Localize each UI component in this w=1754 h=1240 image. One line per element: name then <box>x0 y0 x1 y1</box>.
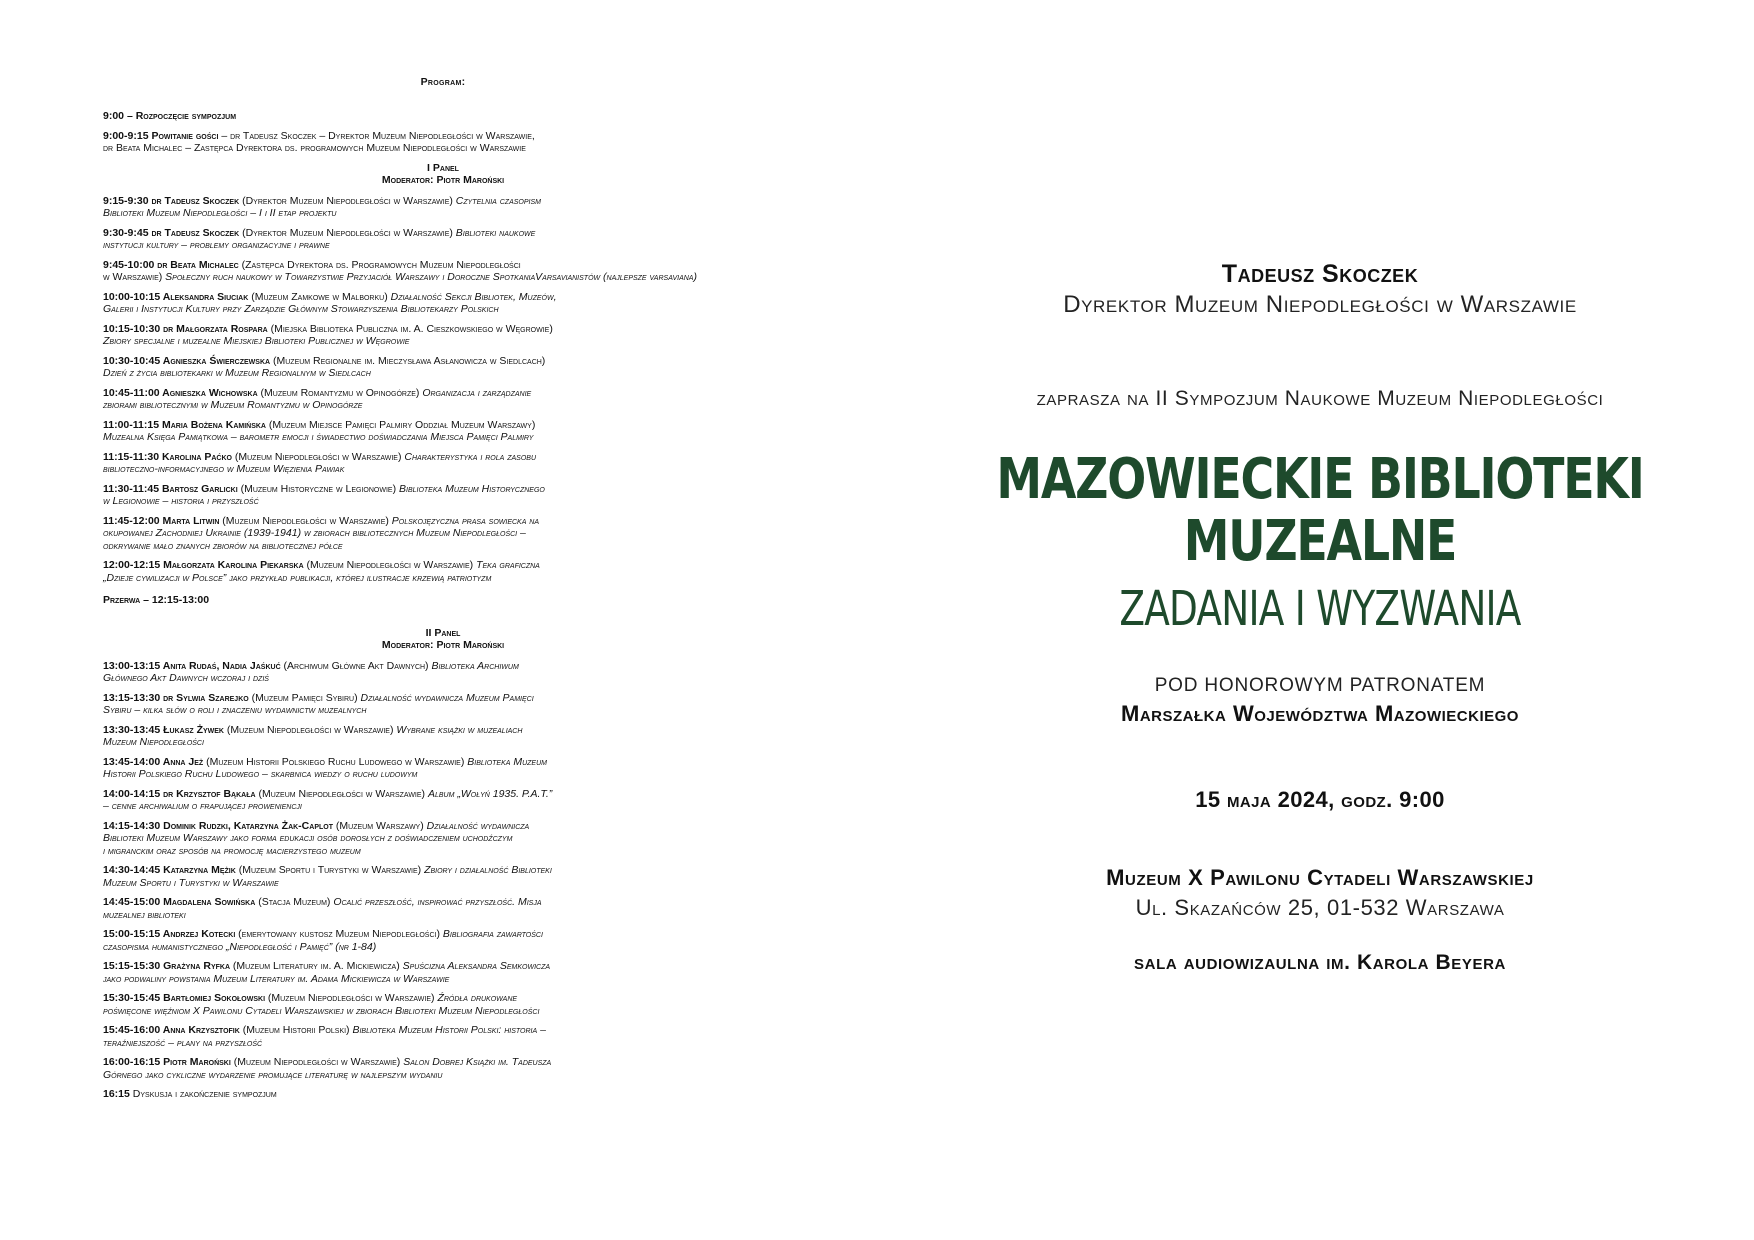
program-item <box>103 864 783 889</box>
host-role: Dyrektor Muzeum Niepodległości w Warszawie <box>1063 291 1577 318</box>
item-title: Spuścizna Aleksandra Semkowicza <box>402 960 551 972</box>
panel-2-list <box>103 660 783 1082</box>
item-institution: (Muzeum Niepodległości w Warszawie) <box>231 450 405 463</box>
item-speaker: 15:45-16:00 Anna Krzysztofik <box>103 1024 240 1036</box>
item-speaker: 9:30-9:45 dr Tadeusz Skoczek <box>103 226 240 239</box>
invitation-page <box>900 260 1740 975</box>
item-institution-cont: w Warszawie) <box>103 271 166 283</box>
program-item <box>103 1024 783 1049</box>
item-title-cont: czasopisma humanistycznego „Niepodległość i Pamięć” (nr 1-84) <box>103 940 377 953</box>
item-title-cont: Muzeum Sportu i Turystyki w Warszawie <box>103 876 279 889</box>
program-item <box>103 259 783 284</box>
welcome-text-1: – dr Tadeusz Skoczek – Dyrektor Muzeum Niepodległości w Warszawie, <box>218 129 535 142</box>
item-title: Wybrane książki w muzealiach <box>396 723 523 736</box>
program-item <box>103 291 783 316</box>
item-title-cont: Varsavianistów (najlepsze varsaviana) <box>535 271 697 283</box>
panel-2-moderator: Moderator: Piotr Maroński <box>381 639 505 651</box>
item-institution: (Miejska Biblioteka Publiczna im. A. Cieszkowskiego w Węgrowie) <box>267 322 553 335</box>
program-item <box>103 928 783 953</box>
item-title-cont: Biblioteki Muzeum Warszawy jako forma edukacji osób dorosłych z doświadczeniem uchodźczym <box>103 832 513 844</box>
item-title-cont: Górnego jako cykliczne wydarzenie promujące literaturę w najlepszym wydaniu <box>103 1068 443 1081</box>
item-speaker: 15:00-15:15 Andrzej Kotecki <box>103 928 236 940</box>
item-title: Działalność Sekcji Bibliotek, Muzeów, <box>390 290 557 303</box>
patron-name: Marszałka Województwa Mazowieckiego <box>1121 701 1519 726</box>
item-title: Zbiory i działalność Biblioteki <box>424 864 552 876</box>
program-item <box>103 692 783 717</box>
host-name: Tadeusz Skoczek <box>1221 260 1419 288</box>
item-speaker: 13:30-13:45 Łukasz Żywek <box>103 723 224 736</box>
event-subtitle: ZADANIA I WYZWANIA <box>1119 581 1521 637</box>
item-title: Źródła drukowane <box>437 992 518 1004</box>
item-institution: (Muzeum Niepodległości w Warszawie) <box>230 1056 404 1068</box>
program-item <box>103 896 783 921</box>
item-title: Bibliografia zawartości <box>442 928 543 940</box>
event-venue: Muzeum X Pawilonu Cytadeli Warszawskiej <box>1106 865 1534 890</box>
program-item <box>103 483 783 508</box>
item-institution: (Muzeum Pamięci Sybiru) <box>248 691 361 704</box>
item-title-cont: Historii Polskiego Ruchu Ludowego – skarbnica wiedzy o ruchu ludowym <box>103 768 418 780</box>
program-item <box>103 960 783 985</box>
panel-1-moderator: Moderator: Piotr Maroński <box>381 174 505 186</box>
item-title: Biblioteka Muzeum <box>467 755 547 768</box>
item-institution: (Muzeum Niepodległości w Warszawie) <box>223 723 397 736</box>
item-title: Biblioteki naukowe <box>455 226 536 239</box>
item-institution: (Muzeum Historyczne w Legionowie) <box>237 482 399 495</box>
item-institution: (Muzeum Regionalne im. Mieczysława Asłanowicza w Siedlcach) <box>270 354 546 367</box>
event-hall: sala audiowizaulna im. Karola Beyera <box>1134 951 1506 974</box>
item-institution: (Muzeum Historii Polski) <box>239 1024 353 1036</box>
item-speaker: 14:45-15:00 Magdalena Sowińska <box>103 896 256 908</box>
item-title-cont: Zbiory specjalne i muzealne Miejskiej Biblioteki Publicznej w Węgrowie <box>103 335 410 347</box>
program-heading: Program: <box>420 76 466 88</box>
item-institution: (emerytowany kustosz Muzeum Niepodległości) <box>235 928 443 940</box>
welcome-time: 9:00-9:15 Powitanie gości <box>103 129 219 142</box>
item-institution: (Muzeum Sportu i Turystyki w Warszawie) <box>235 864 425 876</box>
item-speaker: 16:00-16:15 Piotr Maroński <box>103 1056 231 1068</box>
item-speaker: 13:45-14:00 Anna Jeż <box>103 755 204 768</box>
item-speaker: 9:45-10:00 dr Beata Michalec <box>103 258 239 271</box>
item-institution: (Muzeum Warszawy) <box>333 819 427 832</box>
welcome-line <box>103 130 783 155</box>
item-title-cont: Sybiru – kilka słów o roli i znaczeniu wydawnictw muzealnych <box>103 704 367 716</box>
item-institution: (Muzeum Miejsce Pamięci Palmiry Oddział Muzeum Warszawy) <box>266 418 536 431</box>
item-speaker: 14:15-14:30 Dominik Rudzki, Katarzyna Żak-Caplot <box>103 819 333 832</box>
item-speaker: 11:45-12:00 Marta Litwin <box>103 514 220 527</box>
item-title-cont: – cenne archiwalium o frapującej proweniencji <box>103 800 302 812</box>
item-title-cont: Dzień z życia bibliotekarki w Muzeum Regionalnym w Siedlcach <box>103 367 371 379</box>
item-title-cont: poświęcone więźniom X Pawilonu Cytadeli Warszawskiej w zbiorach Biblioteki Muzeum Niepodległości <box>103 1004 540 1017</box>
panel-1-list <box>103 195 783 585</box>
item-title: Salon Dobrej Książki im. Tadeusza <box>403 1056 552 1068</box>
item-title: Działalność wydawnicza <box>426 819 530 832</box>
panel-1-title: I Panel <box>427 161 459 174</box>
item-speaker: 10:15-10:30 dr Małgorzata Rospara <box>103 322 268 335</box>
item-title: Charakterystyka i rola zasobu <box>404 450 536 463</box>
item-title: Ocalić przeszłość, inspirować przyszłość. Misja <box>333 896 542 908</box>
item-title: Czytelnia czasopism <box>455 194 541 207</box>
item-institution: (Muzeum Niepodległości w Warszawie) <box>265 992 438 1004</box>
item-title: Polskojęzyczna prasa sowiecka na <box>391 514 540 527</box>
item-institution: (Dyrektor Muzeum Niepodległości w Warszawie) <box>239 194 456 207</box>
item-speaker: 10:45-11:00 Agnieszka Wichowska <box>103 386 258 399</box>
program-item <box>103 724 783 749</box>
program-item <box>103 1056 783 1081</box>
item-title-cont: zbiorami bibliotecznymi w Muzeum Romantyzmu w Opinogórze <box>103 399 363 411</box>
item-title-cont: biblioteczno-informacyjnego w Muzeum Więzienia Pawiak <box>103 463 345 475</box>
item-institution: (Muzeum Historii Polskiego Ruchu Ludowego w Warszawie) <box>203 755 468 768</box>
item-title: Biblioteka Archiwum <box>431 659 519 672</box>
item-title-cont: Muzealna Księga Pamiątkowa – barometr emocji i świadectwo doświadczania Miejsca Pamięci Palmiry <box>103 431 534 443</box>
item-institution: (Zastępca Dyrektora ds. Programowych Muzeum Niepodległości <box>238 258 521 271</box>
item-speaker: 9:15-9:30 dr Tadeusz Skoczek <box>103 194 240 207</box>
item-title-cont: okupowanej Zachodniej Ukrainie (1939-1941) w zbiorach bibliotecznych Muzeum Niepodległości – <box>103 527 526 539</box>
event-address: Ul. Skazańców 25, 01-532 Warszawa <box>1135 895 1505 920</box>
opening-text: – Rozpoczęcie sympozjum <box>126 110 237 122</box>
panel-2-title: II Panel <box>425 626 461 639</box>
welcome-text-2: dr Beata Michalec – Zastępca Dyrektora ds. programowych Muzeum Niepodległości w Warszawie <box>103 142 526 154</box>
break-line: Przerwa – 12:15-13:00 <box>103 594 210 606</box>
event-date: 15 maja 2024, godz. 9:00 <box>1195 787 1445 812</box>
opening-line <box>103 110 783 123</box>
program-item <box>103 559 783 584</box>
event-title: MAZOWIECKIE BIBLIOTEKI MUZEALNE <box>996 447 1644 574</box>
item-title: Biblioteka Muzeum Historycznego <box>399 482 545 495</box>
item-title: Teka graficzna <box>476 559 540 571</box>
panel-2-heading <box>103 627 783 652</box>
item-speaker: 10:30-10:45 Agnieszka Świerczewska <box>103 354 271 367</box>
program-page <box>103 76 783 1101</box>
program-item <box>103 195 783 220</box>
item-institution: (Archiwum Główne Akt Dawnych) <box>280 659 432 672</box>
program-item <box>103 451 783 476</box>
program-item <box>103 355 783 380</box>
item-title-cont: Galerii i Instytucji Kultury przy Zarządzie Głównym Stowarzyszenia Bibliotekarzy Polskich <box>103 303 499 315</box>
item-institution: (Muzeum Niepodległości w Warszawie) <box>219 514 392 527</box>
patronage-intro: POD HONOROWYM PATRONATEM <box>1154 675 1486 696</box>
item-title: Społeczny ruch naukowy w Towarzystwie Przyjaciół Warszawy i Doroczne Spotkania <box>165 271 536 283</box>
program-item <box>103 323 783 348</box>
item-institution: (Muzeum Romantyzmu w Opinogórze) <box>257 386 423 399</box>
item-speaker: 14:00-14:15 dr Krzysztof Bąkała <box>103 787 256 800</box>
item-title-cont: jako podwaliny powstania Muzeum Literatury im. Adama Mickiewicza w Warszawie <box>103 972 450 985</box>
closing-text: Dyskusja i zakończenie sympozjum <box>129 1088 277 1100</box>
program-item <box>103 788 783 813</box>
item-title-cont: odkrywanie mało znanych zbiorów na bibliotecznej półce <box>103 539 343 552</box>
item-speaker: 15:15-15:30 Grażyna Ryfka <box>103 960 231 972</box>
item-title: Działalność wydawnicza Muzeum Pamięci <box>360 691 534 704</box>
item-speaker: 13:00-13:15 Anita Rudaś, Nadia Jaśkuć <box>103 659 281 672</box>
item-speaker: 12:00-12:15 Małgorzata Karolina Piekarska <box>103 559 304 571</box>
item-title-cont: instytucji kultury – problemy organizacyjne i prawne <box>103 239 330 251</box>
program-item <box>103 419 783 444</box>
item-institution: (Muzeum Literatury im. A. Mickiewicza) <box>230 960 403 972</box>
invite-text: zaprasza na II Sympozjum Naukowe Muzeum Niepodległości <box>1036 387 1604 410</box>
program-item <box>103 227 783 252</box>
item-institution: (Stacja Muzeum) <box>255 896 334 908</box>
item-title-cont: w Legionowie – historia i przyszłość <box>103 495 259 507</box>
item-speaker: 11:15-11:30 Karolina Paćko <box>103 450 232 463</box>
item-title-cont: Głównego Akt Dawnych wczoraj i dziś <box>103 672 269 684</box>
item-title-cont: Muzeum Niepodległości <box>103 736 204 748</box>
program-item <box>103 756 783 781</box>
item-speaker: 13:15-13:30 dr Sylwia Szarejko <box>103 691 249 704</box>
item-title-cont: muzealnej biblioteki <box>103 908 186 921</box>
closing-line <box>103 1088 783 1101</box>
item-speaker: 10:00-10:15 Aleksandra Siuciak <box>103 290 249 303</box>
panel-1-heading <box>103 162 783 187</box>
program-item <box>103 992 783 1017</box>
item-speaker: 11:30-11:45 Bartosz Garlicki <box>103 482 238 495</box>
item-speaker: 14:30-14:45 Katarzyna Mężik <box>103 864 236 876</box>
item-institution: (Dyrektor Muzeum Niepodległości w Warszawie) <box>239 226 456 239</box>
item-title-cont: teraźniejszość – plany na przyszłość <box>103 1036 263 1049</box>
item-title: Organizacja i zarządzanie <box>422 386 532 399</box>
opening-time: 9:00 <box>103 110 125 122</box>
item-institution: (Muzeum Zamkowe w Malborku) <box>248 290 391 303</box>
program-item <box>103 515 783 553</box>
program-item <box>103 660 783 685</box>
item-speaker: 15:30-15:45 Bartłomiej Sokołowski <box>103 992 266 1004</box>
item-institution: (Muzeum Niepodległości w Warszawie) <box>303 559 477 571</box>
item-title-cont: i migranckim oraz sposób na promocję macierzystego muzeum <box>103 844 361 857</box>
item-title: Biblioteka Muzeum Historii Polski: historia – <box>352 1024 546 1036</box>
item-title-cont: „Dzieje cywilizacji w Polsce” jako przykład publikacji, której ilustracje krzewią patriotyzm <box>103 571 492 584</box>
item-title-cont: Biblioteki Muzeum Niepodległości – I i II etap projektu <box>103 207 337 219</box>
program-item <box>103 820 783 858</box>
item-speaker: 11:00-11:15 Maria Bożena Kamińska <box>103 418 266 431</box>
program-item <box>103 387 783 412</box>
item-title: Album „Wołyń 1935. P.A.T.” <box>427 787 553 800</box>
item-institution: (Muzeum Niepodległości w Warszawie) <box>255 787 428 800</box>
closing-time: 16:15 <box>103 1088 130 1100</box>
